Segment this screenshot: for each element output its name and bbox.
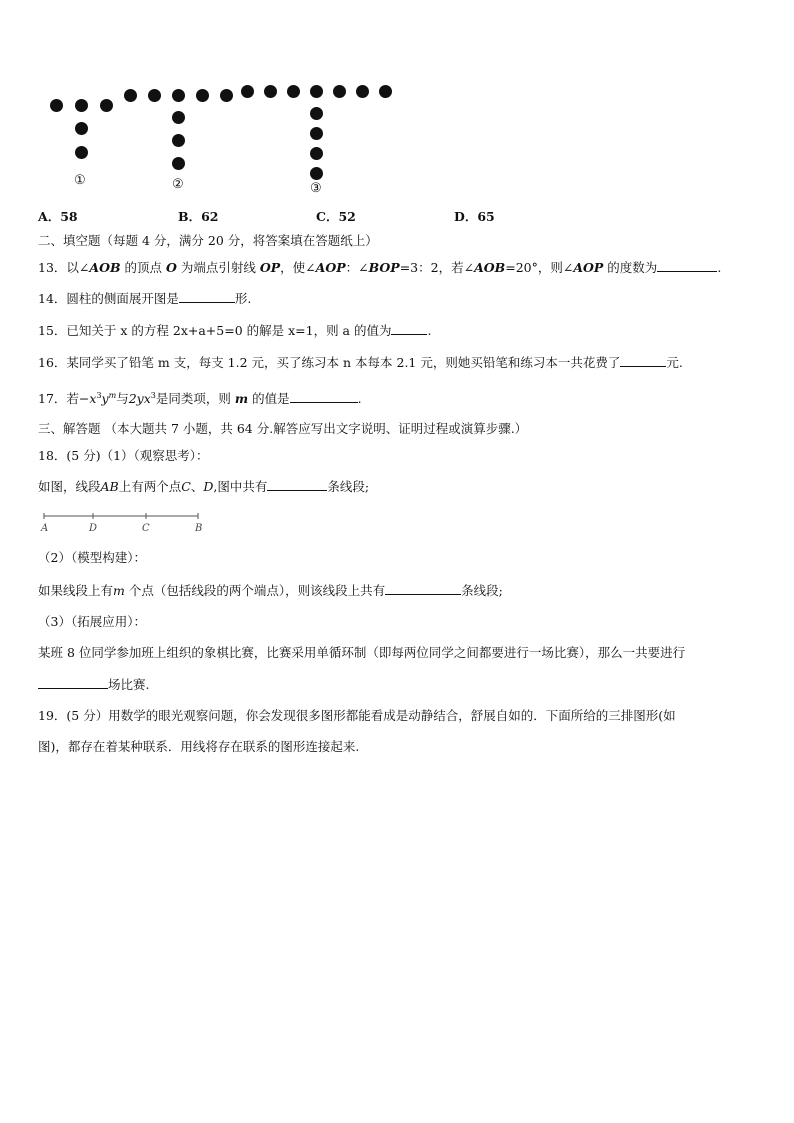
figure2-dot	[196, 89, 209, 102]
figure3-dot	[379, 85, 392, 98]
figure3-dot	[310, 167, 323, 180]
figure2-dot	[172, 111, 185, 124]
choice-letter: A．	[38, 209, 61, 224]
question-19-line1: 19．(5 分）用数学的眼光观察问题，你会发现很多图形都能看成是动静结合，舒展自如的．下面所给的三排图形(如	[38, 708, 676, 723]
answer-blank[interactable]	[385, 582, 461, 595]
choice-a	[38, 207, 78, 225]
figure3-dot	[287, 85, 300, 98]
answer-blank[interactable]	[38, 676, 108, 689]
figure2-dot	[172, 89, 185, 102]
answer-blank[interactable]	[290, 390, 358, 403]
question-18-part1: 如图，线段AB上有两个点C、D,图中共有 条线段;	[38, 479, 370, 494]
choice-value: 58	[60, 209, 78, 224]
figure3-dot	[333, 85, 346, 98]
figure3-dot	[310, 127, 323, 140]
question-16: 16．某同学买了铅笔 m 支，每支 1.2 元，买了练习本 n 本每本 2.1 元，则她买铅笔和练习本一共花费了 元.	[38, 355, 683, 370]
segment-figure	[38, 508, 208, 536]
choice-letter: D．	[454, 209, 478, 224]
question-15: 15．已知关于 x 的方程 2x+a+5=0 的解是 x=1，则 a 的值为 .	[38, 323, 432, 338]
figure1-dot	[75, 146, 88, 159]
figure2-dot	[220, 89, 233, 102]
question-18-part3-heading: （3）（拓展应用）：	[38, 614, 146, 629]
figure2-dot	[172, 134, 185, 147]
figure3-dot	[264, 85, 277, 98]
figure1-dot	[100, 99, 113, 112]
figure3-dot	[241, 85, 254, 98]
question-18-heading: 18．(5 分)（1）（观察思考）：	[38, 448, 209, 463]
figure3-dot	[310, 85, 323, 98]
question-13: 13．以∠AOB 的顶点 O 为端点引射线 OP，使∠AOP：∠BOP=3：2，若∠AOB=20°，则∠AOP 的度数为 .	[38, 260, 722, 275]
answer-blank[interactable]	[267, 478, 327, 491]
figure1-dot	[75, 99, 88, 112]
question-18-part2-heading: （2）（模型构建）：	[38, 550, 146, 565]
figure3-dot	[356, 85, 369, 98]
figure1-dot	[50, 99, 63, 112]
question-18-part3: 某班 8 位同学参加班上组织的象棋比赛，比赛采用单循环制（即每两位同学之间都要进行一场比赛），那么一共要进行	[38, 645, 686, 660]
figure3-label: ③	[310, 181, 322, 196]
figure2-dot	[148, 89, 161, 102]
answer-blank[interactable]	[179, 290, 235, 303]
figure2-dot	[124, 89, 137, 102]
choice-value: 62	[201, 209, 219, 224]
question-17: 17．若$-x^3y^m$与$2yx^3$是同类项，则 m 的值是 .	[38, 390, 362, 406]
choice-d	[454, 207, 495, 225]
figure2-label: ②	[172, 177, 184, 192]
answer-blank[interactable]	[620, 354, 666, 367]
choice-b	[178, 207, 218, 225]
question-18-part3-end: 场比赛.	[38, 676, 149, 694]
point-label-a: A	[41, 523, 49, 534]
choice-value: 65	[477, 209, 495, 224]
choice-value: 52	[338, 209, 356, 224]
answer-blank[interactable]	[657, 259, 717, 272]
figure1-label: ①	[74, 173, 86, 188]
figure3-dot	[310, 107, 323, 120]
choice-c	[316, 207, 356, 225]
section2-heading: 二、填空题（每题 4 分，满分 20 分，将答案填在答题纸上）	[38, 233, 378, 248]
figure2-dot	[172, 157, 185, 170]
question-19-line2: 图)，都存在着某种联系．用线将存在联系的图形连接起来.	[38, 739, 360, 754]
figure3-dot	[310, 147, 323, 160]
answer-blank[interactable]	[391, 322, 427, 335]
question-14: 14．圆柱的侧面展开图是 形.	[38, 291, 252, 306]
choice-letter: C．	[316, 209, 339, 224]
point-label-d: D	[89, 523, 98, 534]
figure1-dot	[75, 122, 88, 135]
point-label-c: C	[142, 523, 150, 534]
question-18-part2: 如果线段上有m 个点（包括线段的两个端点），则该线段上共有 条线段;	[38, 583, 503, 598]
choice-letter: B．	[178, 209, 202, 224]
section3-heading: 三、解答题 （本大题共 7 小题，共 64 分.解答应写出文字说明、证明过程或演算步骤.）	[38, 421, 528, 436]
point-label-b: B	[195, 523, 203, 534]
